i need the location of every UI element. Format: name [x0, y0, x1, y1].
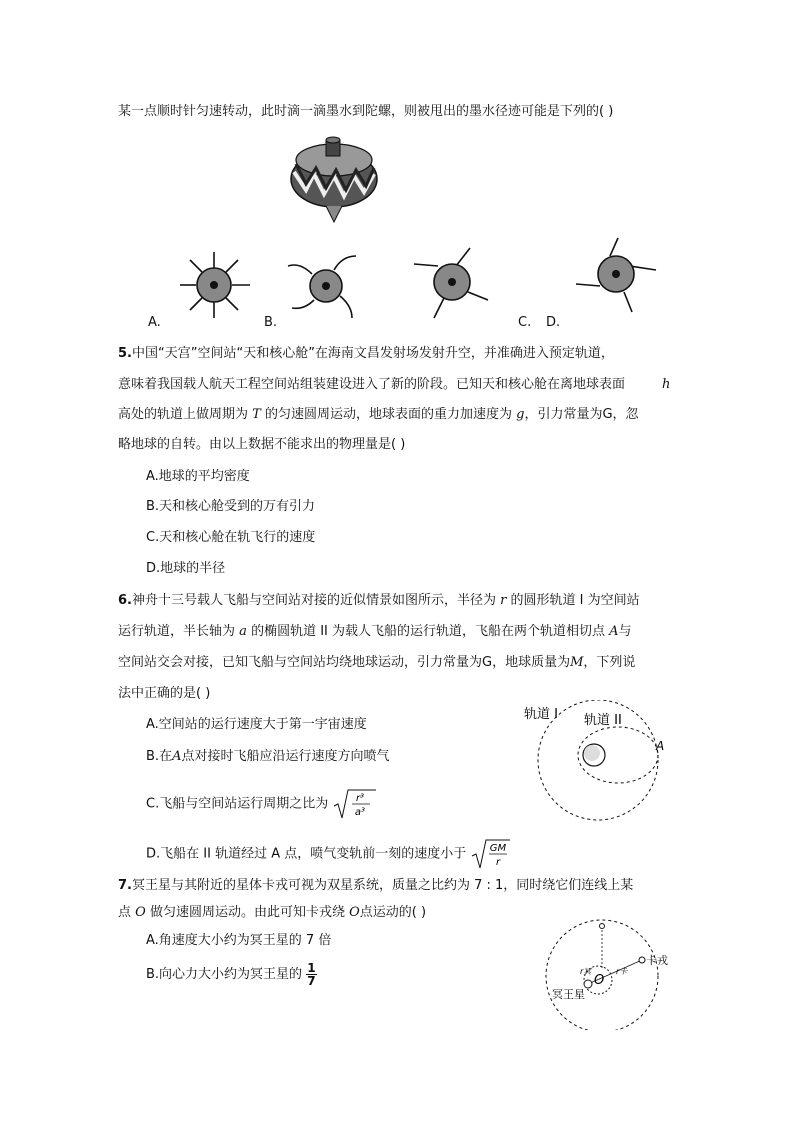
option-d-figure [574, 236, 660, 314]
q5-var-h: h [662, 377, 671, 392]
q5-option-b: B.天和核心舱受到的万有引力 [146, 499, 316, 514]
q6-line-3: 空间站交会对接，已知飞船与空间站均绕地球运动，引力常量为G，地球质量为M，下列说 [118, 655, 636, 670]
svg-text:a³: a³ [355, 807, 366, 818]
q6-option-c: C.飞船与空间站运行周期之比为 r³ a³ [146, 788, 376, 820]
q7-line-1: 7.冥王星与其附近的星体卡戎可视为双星系统，质量之比约为 7 : 1，同时绕它们连线上某 [118, 878, 634, 893]
svg-text:GM: GM [490, 843, 507, 854]
q5-line-2: 意味着我国载人航天工程空间站组装建设进入了新的阶段。已知天和核心舱在离地球表面 [118, 377, 626, 392]
sqrt-ratio [332, 788, 376, 820]
option-d-label: D. [546, 315, 561, 330]
orbit-diagram [518, 700, 688, 830]
q7-option-b: B.向心力大小约为冥王星的 $\frac{1}{7}$ [146, 961, 316, 988]
charon-dot [639, 957, 645, 963]
r-pluto-label: r冥 [580, 967, 592, 976]
option-a-figure [172, 250, 256, 320]
q5-option-a: A.地球的平均密度 [146, 469, 250, 484]
option-c-figure [410, 244, 492, 320]
option-c-label: C. [518, 315, 532, 330]
q7-line-2: 点 O 做匀速圆周运动。由此可知卡戎绕 O点运动的( ) [118, 905, 427, 920]
q6-line-2: 运行轨道，半长轴为 a 的椭圆轨道 II 为载人飞船的运行轨道，飞船在两个轨道相切点 A与 [118, 624, 632, 639]
option-b-label: B. [264, 315, 278, 330]
svg-text:r: r [496, 857, 501, 868]
center-o-label: O [594, 973, 605, 988]
q5-option-c: C.天和核心舱在轨飞行的速度 [146, 530, 316, 545]
orbit-2-label: 轨道 II [584, 713, 622, 728]
q6-line-1: 6.神舟十三号载人飞船与空间站对接的近似情景如图所示，半径为 r 的圆形轨道 I 为空间站 [118, 593, 640, 608]
pluto-dot [584, 980, 592, 988]
option-a-label: A. [148, 315, 161, 330]
q5-option-d: D.地球的半径 [146, 561, 226, 576]
q6-option-d: D.飞船在 II 轨道经过 A 点，喷气变轨前一刻的速度小于 GM r [146, 838, 510, 870]
sqrt-gm-r [470, 838, 510, 870]
r-charon-label: r卡 [616, 967, 628, 976]
q7-option-a: A.角速度大小约为冥王星的 7 倍 [146, 933, 332, 948]
charon-label: 卡戎 [646, 954, 668, 967]
binary-star-diagram [540, 918, 700, 1030]
q6-option-a: A.空间站的运行速度大于第一宇宙速度 [146, 717, 367, 732]
q5-number: 5. [118, 346, 132, 361]
option-b-figure [286, 252, 366, 320]
orbit-1-label: 轨道 I [524, 707, 558, 722]
point-a-label: A [656, 739, 665, 753]
q5-line-3: 高处的轨道上做周期为 T 的匀速圆周运动，地球表面的重力加速度为 g，引力常量为G，忽 [118, 407, 639, 422]
q5-line-1: 5.中国“天宫”空间站“天和核心舱”在海南文昌发射场发射升空，并准确进入预定轨道， [118, 346, 614, 361]
q5-line-4: 略地球的自转。由以上数据不能求出的物理量是( ) [118, 437, 406, 452]
q4-stem-tail: 某一点顺时针匀速转动，此时滴一滴墨水到陀螺，则被甩出的墨水径迹可能是下列的( ) [118, 104, 614, 119]
q6-option-b: B.在A点对接时飞船应沿运行速度方向喷气 [146, 749, 390, 764]
fraction-one-seventh: $\frac{1}{7}$ [307, 961, 316, 988]
q6-line-4: 法中正确的是( ) [118, 686, 211, 701]
spinning-top-image [284, 134, 384, 226]
pluto-label: 冥王星 [552, 988, 585, 1001]
svg-text:r³: r³ [356, 793, 365, 804]
